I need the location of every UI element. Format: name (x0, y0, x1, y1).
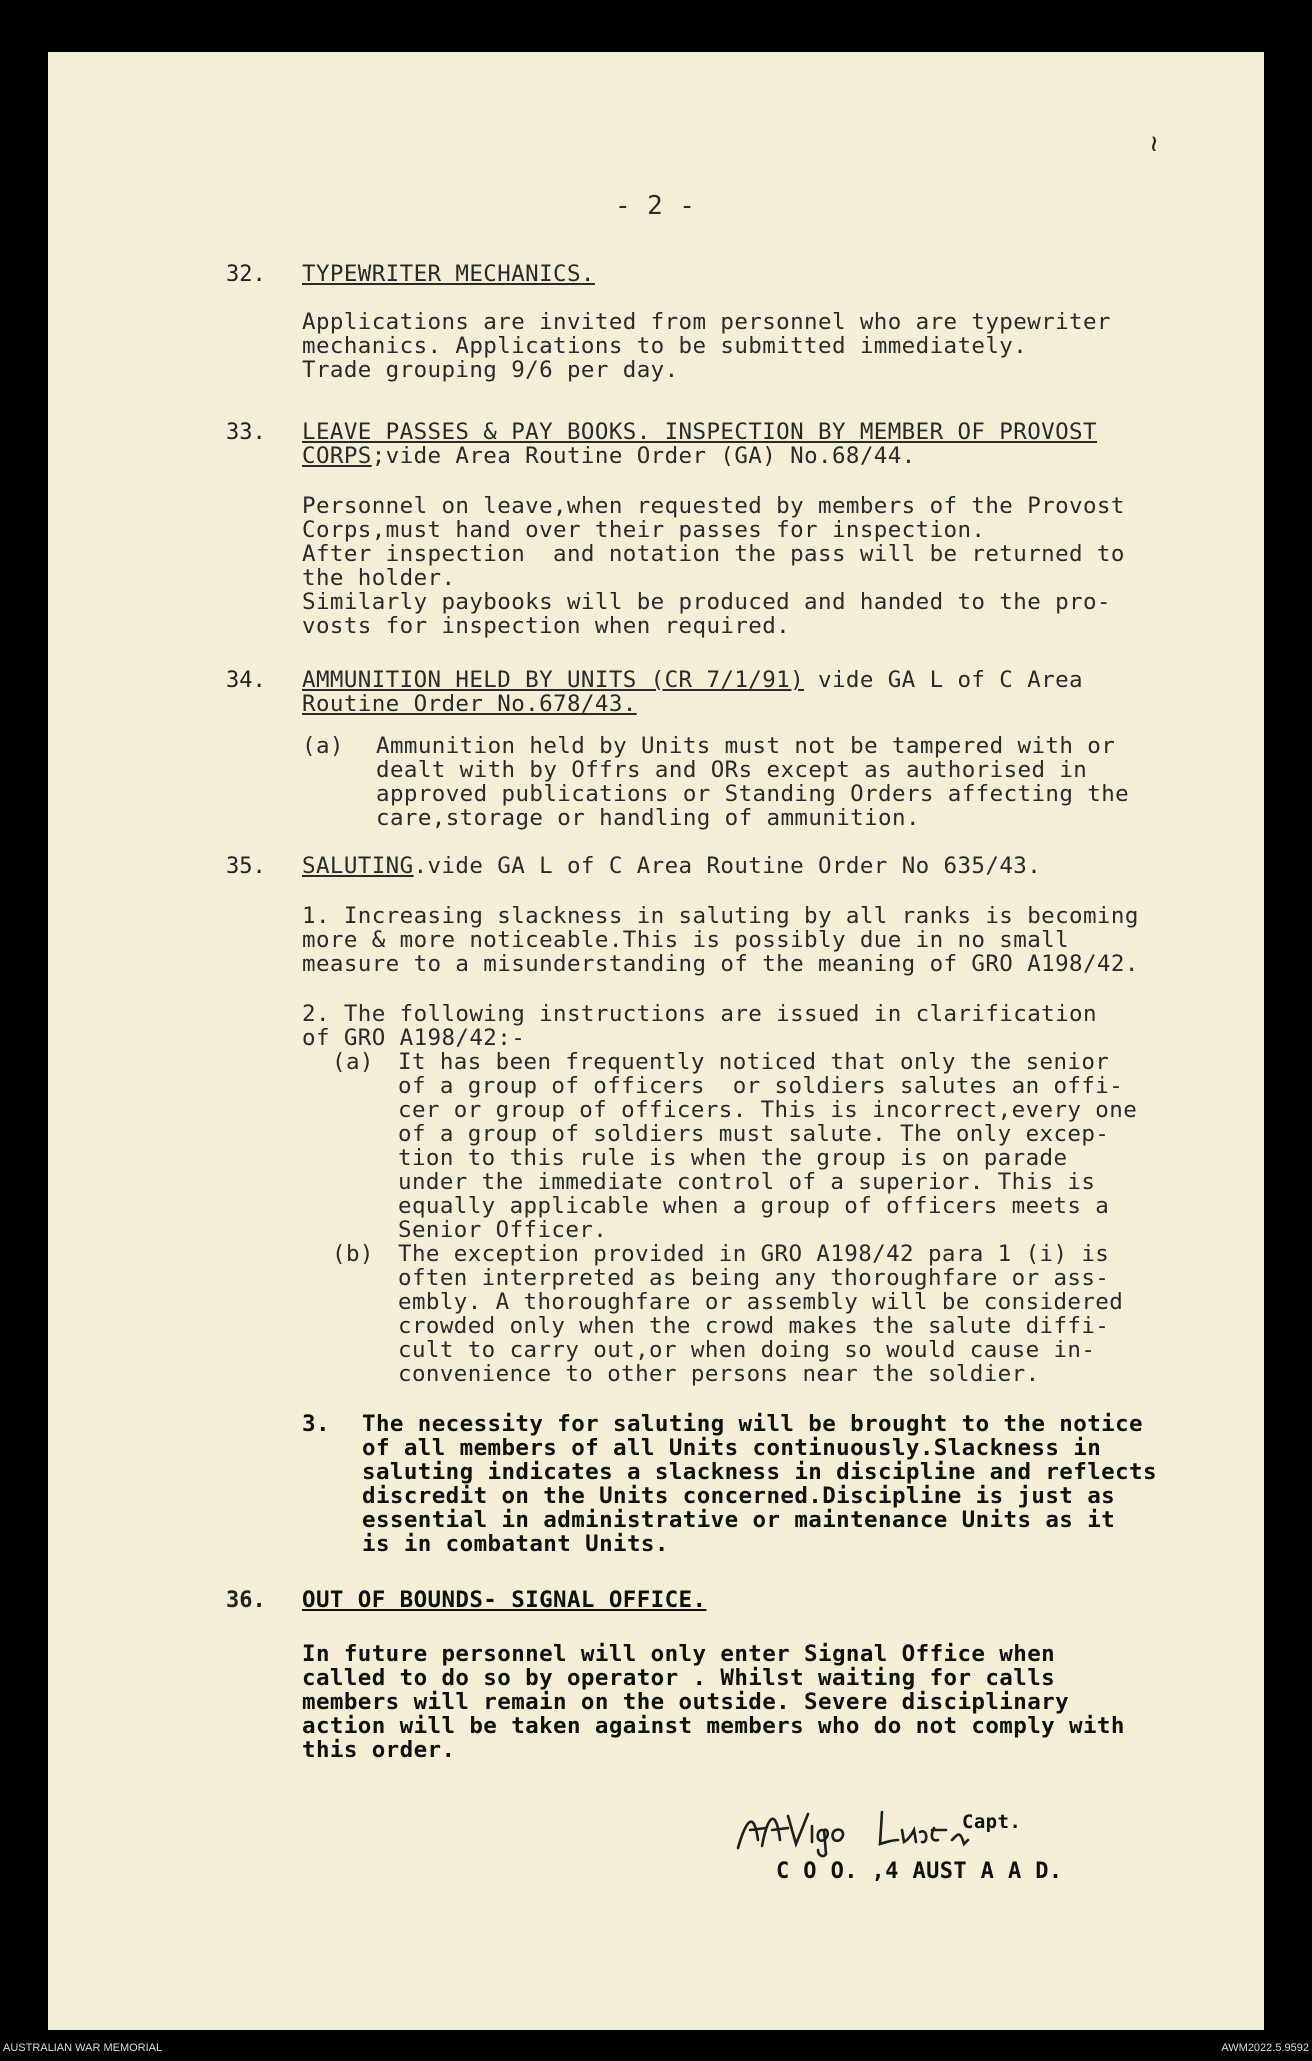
section-35-b-line: often interpreted as being any thoroughfare or ass- (398, 1265, 1110, 1291)
section-35-p3-line: discredit on the Units concerned.Discipline is just as (362, 1483, 1116, 1509)
section-35-a-line: Senior Officer. (398, 1217, 608, 1243)
footer-right: AWM2022.5.9592 (1221, 2042, 1309, 2054)
section-34-heading-cont: Routine Order No.678/43. (302, 691, 637, 717)
section-35-b-line: cult to carry out,or when doing so would cause in- (398, 1337, 1096, 1363)
section-36-line: In future personnel will only enter Signal Office when (302, 1641, 1056, 1667)
section-35-p3-line: of all members of all Units continuously.Slackness in (362, 1435, 1102, 1461)
section-35-b-line: crowded only when the crowd makes the salute diffi- (398, 1313, 1110, 1339)
signature-block: C O O. ,4 AUST A A D. (776, 1859, 1063, 1884)
section-33-line: Corps,must hand over their passes for inspection. (302, 517, 986, 543)
section-35-heading (302, 854, 1041, 878)
signature-rank: Capt. (962, 1811, 1022, 1833)
section-35-b-line: embly. A thoroughfare or assembly will be considered (398, 1289, 1124, 1315)
section-32-line: mechanics. Applications to be submitted immediately. (302, 333, 1028, 359)
section-35-a-line: It has been frequently noticed that only the senior (398, 1049, 1110, 1075)
section-35-b-label: (b) (332, 1241, 374, 1267)
corner-mark: ~ (1138, 135, 1172, 153)
section-35-a-line: cer or group of officers. This is incorrect,every one (398, 1097, 1138, 1123)
section-34-a-line: care,storage or handling of ammunition. (376, 805, 920, 831)
section-33-vide: ;vide Area Routine Order (GA) No.68/44. (371, 443, 916, 469)
section-34-a-line: dealt with by Offrs and ORs except as authorised in (376, 757, 1088, 783)
document-page (48, 52, 1264, 2030)
section-35-a-line: of a group of soldiers must salute. The only excep- (398, 1121, 1110, 1147)
section-35-a-line: tion to this rule is when the group is on parade (398, 1145, 1068, 1171)
section-35-p3-line: is in combatant Units. (362, 1531, 669, 1557)
section-35-b-line: convenience to other persons near the soldier. (398, 1361, 1040, 1387)
section-32-number: 32. (226, 262, 266, 287)
section-36-line: members will remain on the outside. Severe disciplinary (302, 1689, 1070, 1715)
section-35-b-line: The exception provided in GRO A198/42 para 1 (i) is (398, 1241, 1110, 1267)
section-32-line: Applications are invited from personnel who are typewriter (302, 309, 1111, 335)
section-35-p3-label: 3. (302, 1411, 330, 1437)
section-35-a-line: under the immediate control of a superior. This is (398, 1169, 1096, 1195)
section-33-heading-corps: CORPS (302, 443, 372, 469)
section-32-line: Trade grouping 9/6 per day. (302, 357, 679, 383)
section-36-line: this order. (302, 1737, 456, 1763)
section-36-line: action will be taken against members who do not comply with (302, 1713, 1125, 1739)
section-33-line: Personnel on leave,when requested by members of the Provost (302, 493, 1125, 519)
section-35-a-label: (a) (332, 1049, 374, 1075)
section-33-heading-cont (302, 444, 916, 468)
section-34-a-line: Ammunition held by Units must not be tampered with or (376, 733, 1116, 759)
section-33-heading: LEAVE PASSES & PAY BOOKS. INSPECTION BY MEMBER OF PROVOST (302, 419, 1097, 445)
section-33-line: vosts for inspection when required. (302, 613, 791, 639)
section-35-p1-line: 1. Increasing slackness in saluting by all ranks is becoming (302, 903, 1139, 929)
section-35-a-line: equally applicable when a group of officers meets a (398, 1193, 1110, 1219)
section-35-p1-line: measure to a misunderstanding of the meaning of GRO A198/42. (302, 951, 1139, 977)
section-32-heading: TYPEWRITER MECHANICS. (302, 261, 595, 287)
section-36-heading: OUT OF BOUNDS- SIGNAL OFFICE. (302, 1587, 707, 1613)
section-36-number: 36. (226, 1588, 266, 1613)
section-35-p3-line: saluting indicates a slackness in discipline and reflects (362, 1459, 1157, 1485)
footer-left: AUSTRALIAN WAR MEMORIAL (3, 2042, 163, 2054)
section-35-a-line: of a group of officers or soldiers salutes an offi- (398, 1073, 1124, 1099)
section-34-a-label: (a) (302, 733, 344, 759)
section-33-number: 33. (226, 420, 266, 445)
section-33-line: After inspection and notation the pass will be returned to (302, 541, 1125, 567)
section-35-vide: .vide GA L of C Area Routine Order No 635/43. (413, 853, 1042, 879)
section-35-number: 35. (226, 854, 266, 879)
section-35-p2-line: 2. The following instructions are issued in clarification (302, 1001, 1097, 1027)
section-36-line: called to do so by operator . Whilst waiting for calls (302, 1665, 1056, 1691)
section-34-heading-title: AMMUNITION HELD BY UNITS (CR 7/1/91) (302, 667, 805, 693)
section-35-p2-line: of GRO A198/42:- (302, 1025, 526, 1051)
section-35-p1-line: more & more noticeable.This is possibly due in no small (302, 927, 1070, 953)
section-35-p3-line: essential in administrative or maintenance Units as it (362, 1507, 1116, 1533)
section-33-line: the holder. (302, 565, 456, 591)
section-35-p3-line: The necessity for saluting will be brought to the notice (362, 1411, 1143, 1437)
section-34-vide: vide GA L of C Area (804, 667, 1083, 693)
section-34-heading (302, 668, 1083, 692)
section-33-line: Similarly paybooks will be produced and handed to the pro- (302, 589, 1111, 615)
page-number: - 2 - (615, 191, 696, 221)
section-35-heading-title: SALUTING (302, 853, 414, 879)
section-34-number: 34. (226, 668, 266, 693)
section-34-a-line: approved publications or Standing Orders affecting the (376, 781, 1130, 807)
